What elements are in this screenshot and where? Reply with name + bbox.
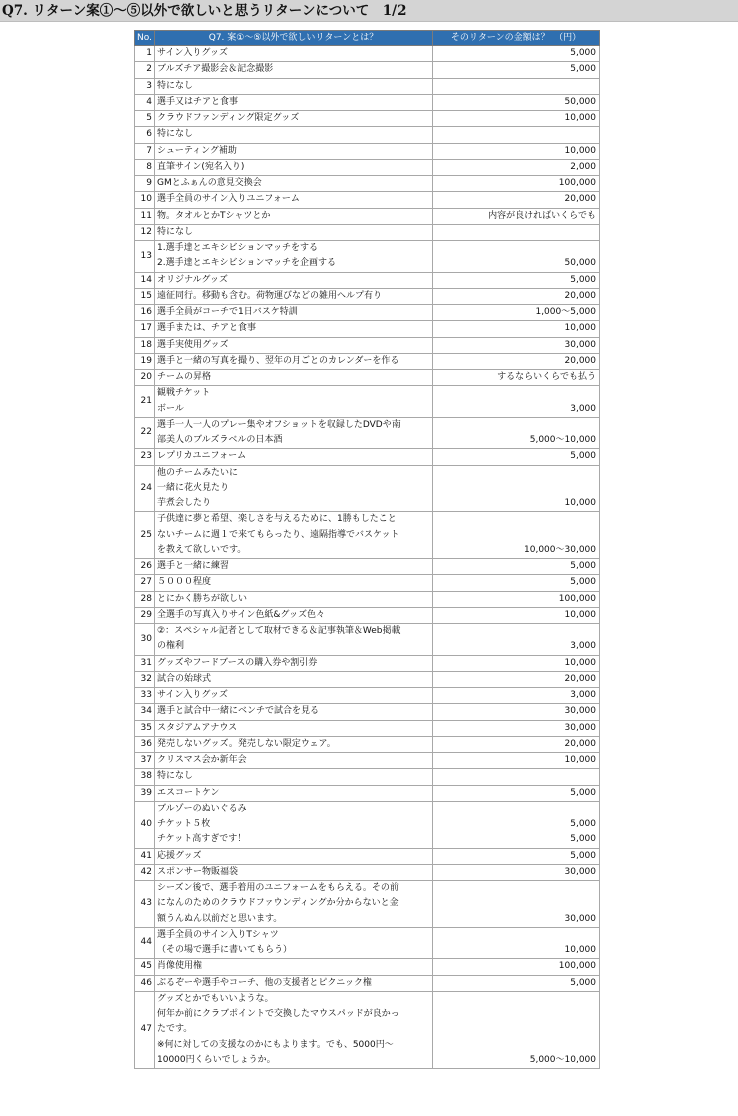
row-number: 24 [135, 465, 155, 512]
row-amount: 5,000 [433, 975, 600, 991]
row-amount: 5,000 [433, 575, 600, 591]
answer-line: 試合の始球式 [157, 673, 212, 684]
row-number: 30 [135, 624, 155, 656]
header-question: Q7. 案①～⑤以外で欲しいリターンとは？ [155, 31, 433, 46]
row-answer [155, 512, 433, 559]
table-row [135, 655, 600, 671]
table-row [135, 159, 600, 175]
answer-line: 選手と試合中一緒にベンチで試合を見る [157, 706, 320, 717]
row-answer [155, 671, 433, 687]
table-row [135, 449, 600, 465]
row-number: 4 [135, 94, 155, 110]
answer-line: ブルゾーのぬいぐるみ [157, 803, 247, 814]
row-number: 16 [135, 305, 155, 321]
row-answer [155, 337, 433, 353]
row-answer [155, 78, 433, 94]
answer-line: 一緒に花火見たり [157, 482, 230, 493]
answer-line: 選手全員のサイン入りユニフォーム [157, 194, 300, 205]
row-answer [155, 272, 433, 288]
answer-line: 1.選手達とエキシビションマッチをする [157, 243, 318, 253]
answer-line: ないチームに週１で来てもらったり、遠隔指導でバスケット [157, 529, 400, 540]
row-number: 27 [135, 575, 155, 591]
row-number: 32 [135, 671, 155, 687]
row-number: 12 [135, 224, 155, 240]
answer-line: の権利 [157, 641, 185, 652]
row-number: 28 [135, 591, 155, 607]
row-number: 31 [135, 655, 155, 671]
row-number: 37 [135, 753, 155, 769]
row-answer [155, 591, 433, 607]
answer-line: スタジアムアナウス [157, 722, 238, 733]
table-row [135, 94, 600, 110]
row-number: 47 [135, 991, 155, 1068]
row-amount: 20,000 [433, 288, 600, 304]
row-number: 7 [135, 143, 155, 159]
row-answer [155, 559, 433, 575]
answer-line: ※何に対しての支援なのかにもよります。でも、5000円～ [157, 1039, 394, 1050]
row-amount: 30,000 [433, 881, 600, 928]
row-answer [155, 370, 433, 386]
table-row [135, 337, 600, 353]
table-row [135, 785, 600, 801]
answer-line: チームの昇格 [157, 372, 212, 382]
row-amount: 10,000 [433, 607, 600, 623]
row-number: 17 [135, 321, 155, 337]
row-amount: 30,000 [433, 720, 600, 736]
table-row [135, 512, 600, 559]
row-amount [433, 224, 600, 240]
row-number: 33 [135, 688, 155, 704]
row-answer [155, 241, 433, 273]
row-amount: 10,000 [433, 465, 600, 512]
row-number: 23 [135, 449, 155, 465]
row-amount: 20,000 [433, 353, 600, 369]
row-number: 8 [135, 159, 155, 175]
row-amount: 10,000 [433, 143, 600, 159]
row-number: 41 [135, 848, 155, 864]
amount-line [435, 802, 596, 817]
table-row [135, 370, 600, 386]
row-answer [155, 94, 433, 110]
answer-line: 選手と一緒に練習 [157, 561, 230, 571]
table-row [135, 386, 600, 418]
row-amount: 30,000 [433, 704, 600, 720]
table-row [135, 321, 600, 337]
row-amount: 5,000 [433, 559, 600, 575]
row-number: 18 [135, 337, 155, 353]
row-answer [155, 769, 433, 785]
answer-line: クラウドファンディング限定グッズ [157, 113, 300, 123]
row-amount: 5,000～10,000 [433, 417, 600, 449]
row-number: 35 [135, 720, 155, 736]
row-amount: するならいくらでも払う [433, 370, 600, 386]
answer-line: ②：スペシャル記者として取材できる＆記事執筆＆Web掲載 [157, 626, 401, 636]
row-number: 36 [135, 736, 155, 752]
table-row [135, 62, 600, 78]
row-number: 15 [135, 288, 155, 304]
table-row [135, 241, 600, 273]
table-row [135, 224, 600, 240]
row-amount: 5,000 [433, 848, 600, 864]
row-amount: 10,000 [433, 321, 600, 337]
table-row [135, 671, 600, 687]
row-amount: 5,000 [433, 46, 600, 62]
row-answer [155, 127, 433, 143]
row-number: 5 [135, 111, 155, 127]
row-number: 22 [135, 417, 155, 449]
row-answer [155, 975, 433, 991]
answer-line: 応援グッズ [157, 850, 202, 861]
answer-line: 発売しないグッズ。発売しない限定ウェア。 [157, 738, 336, 749]
answer-line: サイン入りグッズ [157, 48, 228, 58]
answer-line: 遠征同行。移動も含む。荷物運びなどの雑用ヘルプ有り [157, 290, 383, 301]
row-amount: 5,000 [433, 62, 600, 78]
row-number: 39 [135, 785, 155, 801]
answer-line: レプリカユニフォーム [157, 451, 247, 462]
row-answer [155, 46, 433, 62]
answer-line: チケット高すぎです！ [157, 834, 247, 845]
row-amount: 20,000 [433, 671, 600, 687]
row-amount: 100,000 [433, 176, 600, 192]
answer-line: 物。タオルとかTシャツとか [157, 210, 271, 221]
row-answer [155, 208, 433, 224]
answer-line: オリジナルグッズ [157, 274, 228, 285]
answer-line: 全選手の写真入りサイン色紙&グッズ色々 [157, 609, 325, 620]
table-row [135, 288, 600, 304]
table-row [135, 192, 600, 208]
row-amount [433, 801, 600, 848]
survey-table [134, 30, 600, 1069]
answer-line: （その場で選手に書いてもらう） [157, 945, 293, 955]
row-answer [155, 801, 433, 848]
row-answer [155, 449, 433, 465]
answer-line: ブルズチア撮影会＆記念撮影 [157, 64, 274, 75]
answer-line: シーズン後で、選手着用のユニフォームをもらえる。その前 [157, 883, 399, 893]
table-row [135, 127, 600, 143]
row-answer [155, 465, 433, 512]
table-row [135, 991, 600, 1068]
row-answer [155, 288, 433, 304]
row-number: 44 [135, 927, 155, 959]
answer-line: クリスマス会か新年会 [157, 755, 247, 765]
answer-line: 選手と一緒の写真を撮り、翌年の月ごとのカレンダーを作る [157, 355, 400, 366]
table-row [135, 591, 600, 607]
row-amount [433, 769, 600, 785]
answer-line: 選手又はチアと食事 [157, 96, 239, 107]
row-answer [155, 959, 433, 975]
table-row [135, 736, 600, 752]
table-row [135, 111, 600, 127]
header-amount: そのリターンの金額は？ （円） [433, 31, 600, 46]
table-row [135, 305, 600, 321]
row-answer [155, 991, 433, 1068]
row-amount: 30,000 [433, 864, 600, 880]
answer-line: ５０００程度 [157, 577, 212, 588]
row-amount: 5,000～10,000 [433, 991, 600, 1068]
answer-line: 選手実使用グッズ [157, 339, 229, 350]
answer-line: を教えて欲しいです。 [157, 544, 247, 555]
table-row [135, 143, 600, 159]
row-number: 2 [135, 62, 155, 78]
row-answer [155, 624, 433, 656]
row-amount: 30,000 [433, 337, 600, 353]
answer-line: シューティング補助 [157, 145, 237, 156]
answer-line: 芋煮会したり [157, 498, 212, 508]
table-row [135, 272, 600, 288]
table-row [135, 688, 600, 704]
answer-line: チケット５枚 [157, 819, 211, 829]
row-answer [155, 321, 433, 337]
answer-line: グッズとかでもいいような。 [157, 993, 274, 1004]
row-number: 26 [135, 559, 155, 575]
row-number: 20 [135, 370, 155, 386]
answer-line: 選手または、チアと食事 [157, 323, 257, 334]
answer-line: 特になし [157, 771, 194, 782]
answer-line: 部美人のブルズラベルの日本酒 [157, 435, 283, 445]
row-answer [155, 848, 433, 864]
row-number: 14 [135, 272, 155, 288]
row-answer [155, 62, 433, 78]
row-answer [155, 159, 433, 175]
row-answer [155, 881, 433, 928]
row-answer [155, 785, 433, 801]
table-row [135, 78, 600, 94]
table-row [135, 975, 600, 991]
row-number: 42 [135, 864, 155, 880]
row-amount: 3,000 [433, 688, 600, 704]
row-answer [155, 736, 433, 752]
table-row [135, 417, 600, 449]
table-row [135, 704, 600, 720]
row-amount: 10,000～30,000 [433, 512, 600, 559]
row-amount: 10,000 [433, 111, 600, 127]
row-amount: 5,000 [433, 785, 600, 801]
table-row [135, 848, 600, 864]
row-answer [155, 143, 433, 159]
row-answer [155, 864, 433, 880]
row-amount: 5,000 [433, 272, 600, 288]
table-row [135, 46, 600, 62]
amount-line: 5,000 [570, 819, 596, 829]
answer-line: 選手全員のサイン入りTシャツ [157, 929, 279, 940]
row-number: 3 [135, 78, 155, 94]
table-row [135, 607, 600, 623]
row-answer [155, 192, 433, 208]
table-row [135, 927, 600, 959]
row-answer [155, 704, 433, 720]
row-amount: 50,000 [433, 241, 600, 273]
answer-line: 選手全員がコーチで1日バスケ特訓 [157, 307, 298, 317]
answer-line: 肖像使用権 [157, 961, 203, 972]
row-answer [155, 176, 433, 192]
row-answer [155, 688, 433, 704]
table-row [135, 769, 600, 785]
table-row [135, 720, 600, 736]
row-amount: 100,000 [433, 959, 600, 975]
row-amount: 3,000 [433, 386, 600, 418]
answer-line: 額うんぬん以前だと思います。 [157, 913, 283, 924]
row-number: 11 [135, 208, 155, 224]
answer-line: サイン入りグッズ [157, 690, 228, 700]
table-row [135, 881, 600, 928]
answer-line: 直筆サイン(宛名入り) [157, 161, 245, 172]
answer-line: 選手一人一人のプレー集やオフショットを収録したDVDや南 [157, 419, 401, 430]
row-answer [155, 353, 433, 369]
row-amount: 10,000 [433, 753, 600, 769]
table-row [135, 559, 600, 575]
table-row [135, 959, 600, 975]
row-amount: 100,000 [433, 591, 600, 607]
page-title: Q7. リターン案①～⑤以外で欲しいと思うリターンについて 1/2 [0, 0, 738, 22]
row-answer [155, 111, 433, 127]
row-answer [155, 607, 433, 623]
row-answer [155, 386, 433, 418]
row-amount: 10,000 [433, 655, 600, 671]
answer-line: 特になし [157, 129, 194, 140]
row-amount: 20,000 [433, 192, 600, 208]
row-number: 43 [135, 881, 155, 928]
row-number: 21 [135, 386, 155, 418]
row-amount: 20,000 [433, 736, 600, 752]
table-row [135, 753, 600, 769]
row-amount: 内容が良ければいくらでも [433, 208, 600, 224]
answer-line: 特になし [157, 80, 194, 91]
table-row [135, 624, 600, 656]
table-row [135, 176, 600, 192]
row-number: 25 [135, 512, 155, 559]
row-answer [155, 927, 433, 959]
table-row [135, 465, 600, 512]
table-header-row [135, 31, 600, 46]
table-row [135, 353, 600, 369]
answer-line: エスコートケン [157, 787, 220, 798]
table-row [135, 208, 600, 224]
header-no: No. [135, 31, 155, 46]
row-amount [433, 127, 600, 143]
row-number: 38 [135, 769, 155, 785]
table-row [135, 801, 600, 848]
table-body [135, 46, 600, 1069]
row-number: 46 [135, 975, 155, 991]
answer-line: 特になし [157, 226, 194, 237]
row-answer [155, 305, 433, 321]
row-answer [155, 655, 433, 671]
answer-line: グッズやフードブースの購入券や割引券 [157, 657, 318, 668]
row-number: 34 [135, 704, 155, 720]
row-number: 13 [135, 241, 155, 273]
row-number: 10 [135, 192, 155, 208]
answer-line: 子供達に夢と希望、楽しさを与えるために、1勝もしたこと [157, 514, 397, 525]
answer-line: になんのためのクラウドファウンディングか分からないと金 [157, 898, 399, 909]
row-amount: 50,000 [433, 94, 600, 110]
row-number: 45 [135, 959, 155, 975]
row-answer [155, 224, 433, 240]
answer-line: ボール [157, 403, 184, 414]
table-row [135, 575, 600, 591]
row-amount: 10,000 [433, 927, 600, 959]
row-amount: 2,000 [433, 159, 600, 175]
row-number: 40 [135, 801, 155, 848]
row-answer [155, 417, 433, 449]
row-answer [155, 753, 433, 769]
row-answer [155, 575, 433, 591]
answer-line: たです。 [157, 1024, 193, 1035]
row-number: 1 [135, 46, 155, 62]
amount-line: 5,000 [570, 834, 596, 845]
row-amount: 3,000 [433, 624, 600, 656]
answer-line: GMとふぁんの意見交換会 [157, 178, 262, 188]
row-amount: 1,000～5,000 [433, 305, 600, 321]
answer-line: 10000円くらいでしょうか。 [157, 1054, 276, 1065]
table-row [135, 864, 600, 880]
row-amount: 5,000 [433, 449, 600, 465]
answer-line: 観戦チケット [157, 388, 211, 399]
row-number: 9 [135, 176, 155, 192]
answer-line: 何年か前にクラブポイントで交換したマウスパッドが良かっ [157, 1009, 400, 1019]
answer-line: 他のチームみたいに [157, 467, 239, 478]
row-number: 29 [135, 607, 155, 623]
row-answer [155, 720, 433, 736]
answer-line: スポンサー物販福袋 [157, 866, 239, 877]
answer-line: ぶるぞーや選手やコーチ、他の支援者とピクニック権 [157, 977, 372, 988]
answer-line: 2.選手達とエキシビションマッチを企画する [157, 258, 336, 269]
answer-line: とにかく勝ちが欲しい [157, 593, 248, 604]
row-number: 19 [135, 353, 155, 369]
row-number: 6 [135, 127, 155, 143]
row-amount [433, 78, 600, 94]
